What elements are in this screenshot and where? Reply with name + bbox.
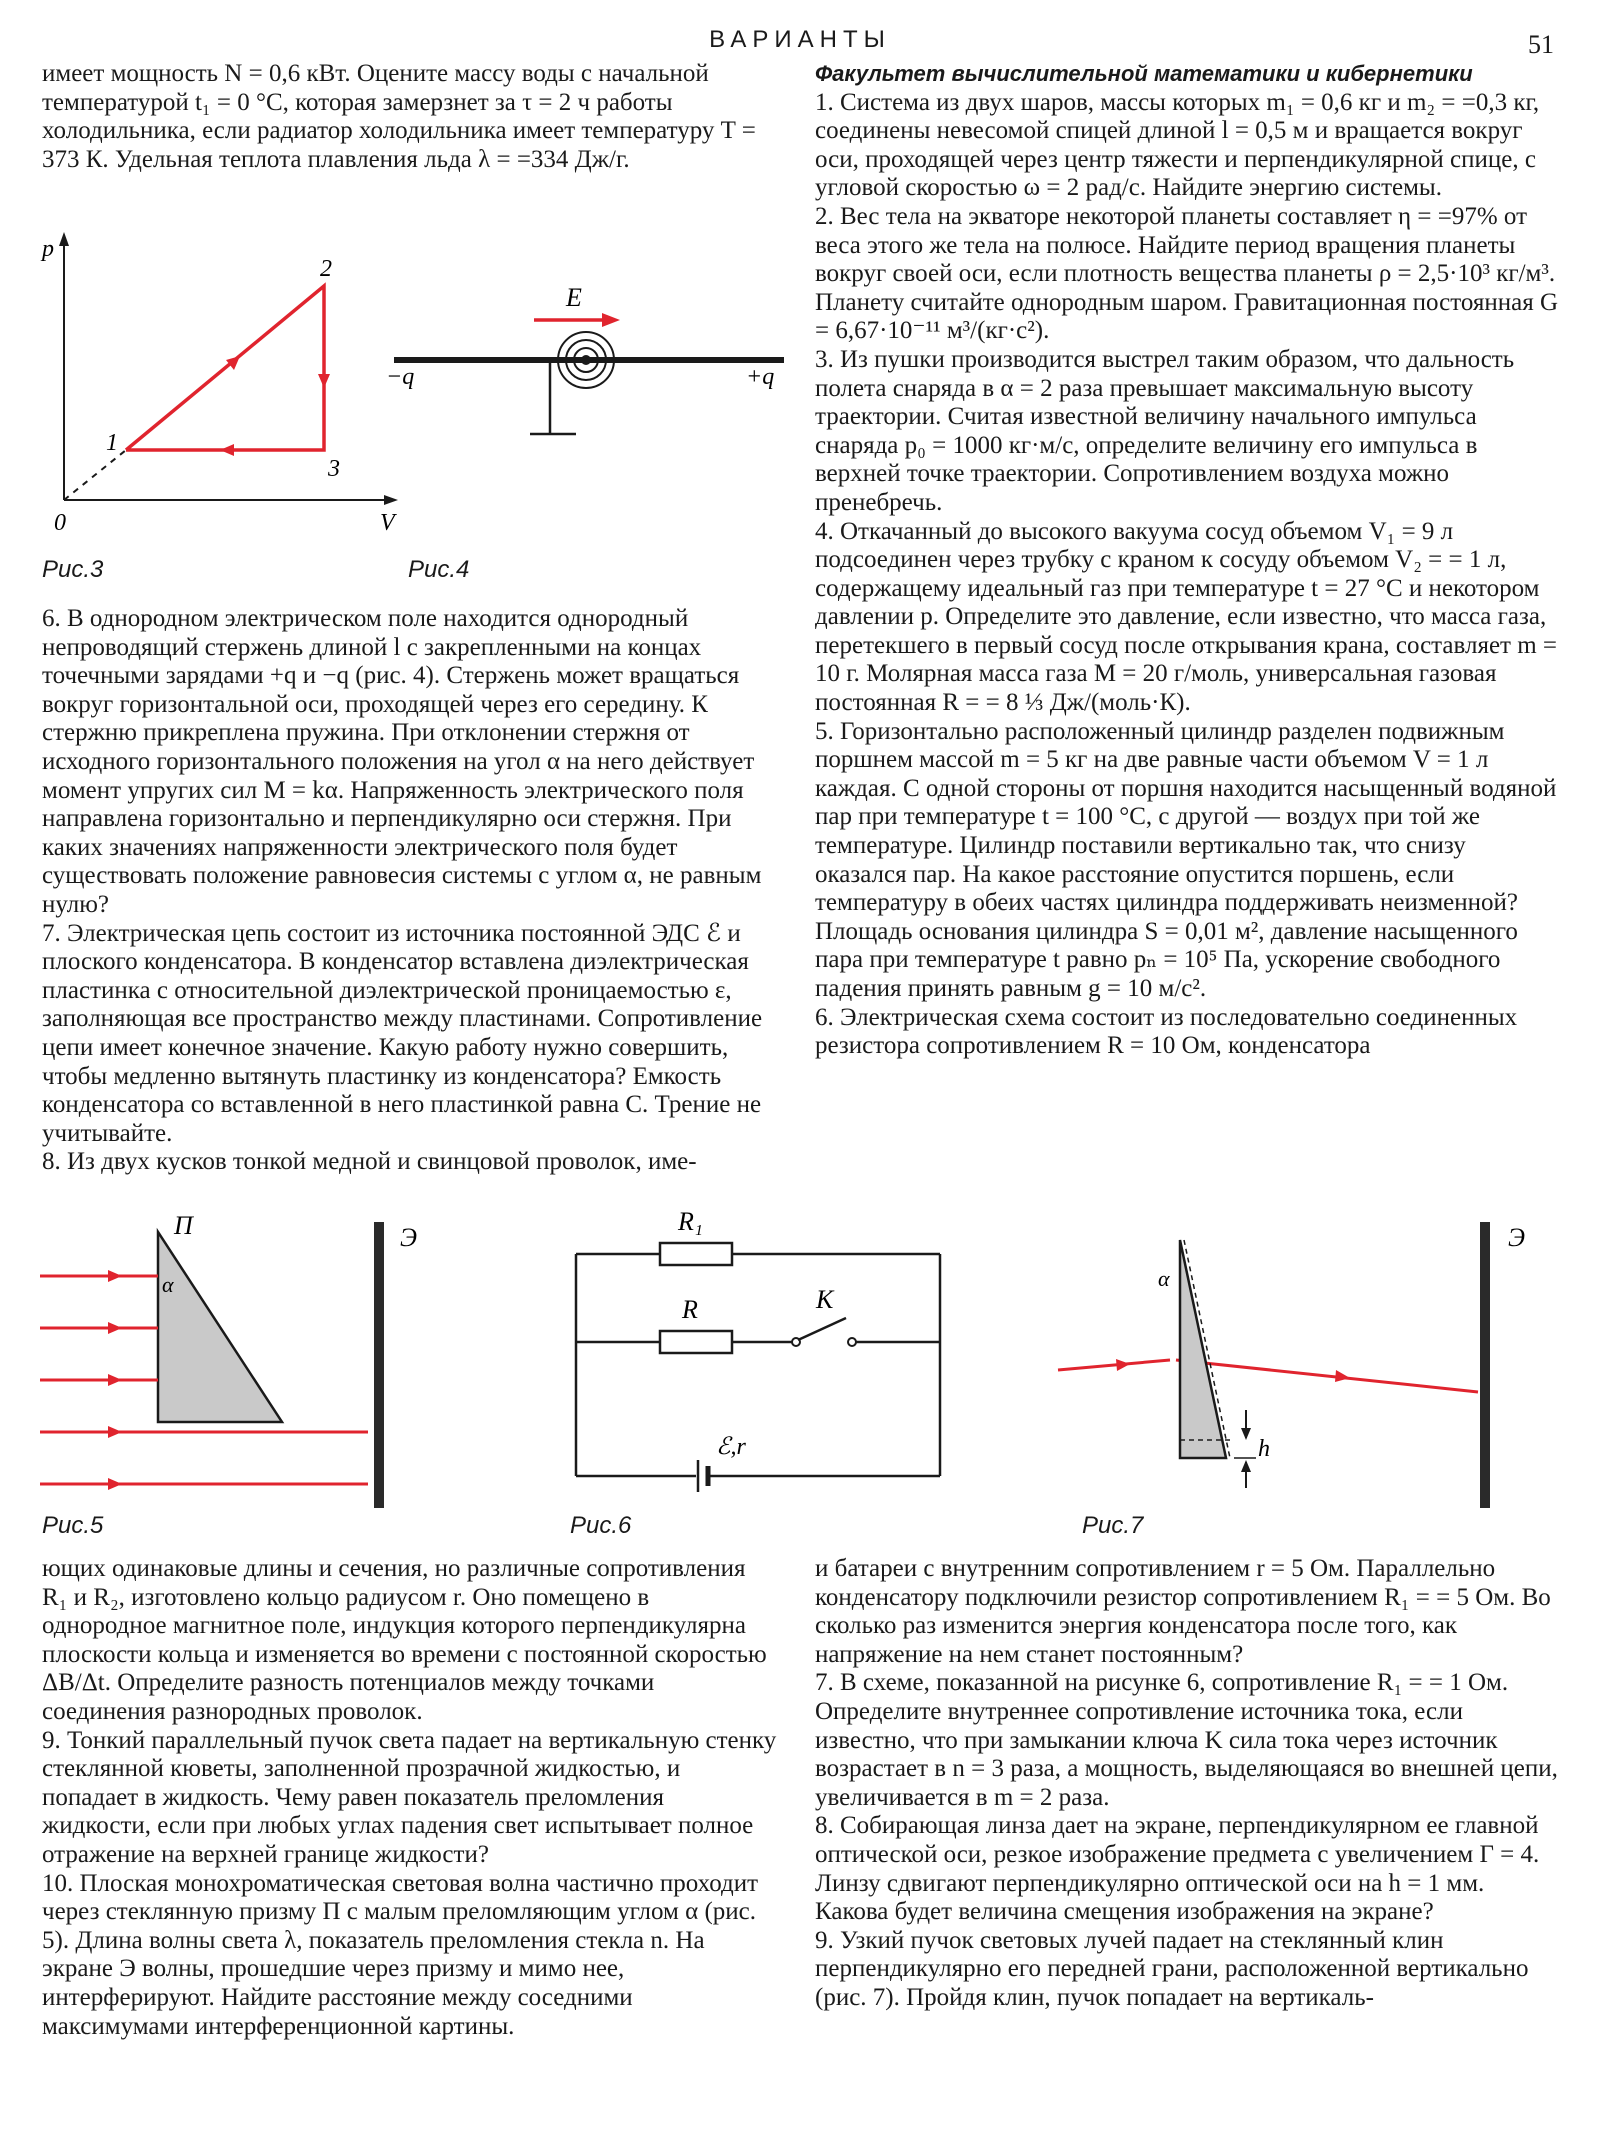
figure-3-caption: Рис.3: [42, 556, 104, 583]
problem-7-right: 7. В схеме, показанной на рисунке 6, сопротивление R₁ = = 1 Ом. Определите внутреннее сопротивление источника тока, если известно, что при замыкании ключа K сила тока через источник возрастает в n = 3 раза, а мощность, выделяющаяся во внешней цепи, увеличивается в m = 2 раза.: [815, 1669, 1558, 1811]
figure-6: [560, 1200, 960, 1500]
page-number: 51: [1528, 30, 1554, 59]
figure-5-caption: Рис.5: [42, 1512, 104, 1539]
r-label: R: [682, 1295, 698, 1324]
pos-charge-label: +q: [746, 364, 775, 390]
screen: [374, 1222, 384, 1508]
problem-2: 2. Вес тела на экваторе некоторой планеты составляет η = =97% от веса этого же тела на полюсе. Найдите период вращения планеты вокруг своей оси, если плотность вещества планеты ρ = 2,5·10³ кг/м³. Планету считайте однородным шаром. Гравитационная постоянная G = 6,67·10⁻¹¹ м³/(кг·с²).: [815, 202, 1559, 345]
v-arrow-icon: [384, 495, 398, 505]
cycle-path: [126, 286, 324, 450]
point-2-label: 2: [320, 256, 332, 282]
dashed-extension: [64, 450, 126, 500]
faculty-heading: Факультет вычислительной математики и кибернетики: [815, 61, 1473, 86]
figure-4: [380, 278, 800, 458]
prism: [158, 1232, 282, 1422]
v-label: V: [380, 510, 395, 536]
problem-4: 4. Откачанный до высокого вакуума сосуд объемом V₁ = 9 л подсоединен через трубку с краном к сосуду объемом V₂ = = 1 л, содержащему идеальный газ при температуре t = 27 °С и некотором давлении p. Определите это давление, если известно, что масса газа, перетекшего в первый сосуд после открывания крана, составляет m = 10 г. Молярная масса газа M = 20 г/моль, универсальная газовая постоянная R = = 8 ⅓ Дж/(моль·К).: [815, 517, 1558, 717]
screen-label: Э: [1508, 1223, 1526, 1252]
problem-3: 3. Из пушки производится выстрел таким образом, что дальность полета снаряда в α = 2 раза превышает максимальную высоту траектории. Считая известной величину начального импульса снаряда p₀ = 1000 кг·м/с, определите величину его импульса в верхней точке траектории. Сопротивлением воздуха можно пренебречь.: [815, 345, 1515, 516]
point-1-label: 1: [106, 430, 118, 456]
problem-6-right: 6. Электрическая схема состоит из последовательно соединенных резистора сопротивлением R = 10 Ом, конденсатора: [815, 1003, 1518, 1060]
screen-label: Э: [400, 1223, 418, 1252]
arrow-icon: [220, 444, 234, 456]
problem-10: 10. Плоская монохроматическая световая волна частично проходит через стеклянную призму П с малым преломляющим углом α (рис. 5). Длина волны света λ, показатель преломления стекла n. На экране Э волны, прошедшие через призму и мимо нее, интерферируют. Найдите расстояние между соседними максимумами интерференционной картины.: [42, 1869, 759, 2040]
page-header: [0, 22, 1600, 62]
problem-5: 5. Горизонтально расположенный цилиндр разделен подвижным поршнем массой m = 5 кг на две равные части объемом V = 1 л каждая. С одной стороны от поршня находится насыщенный водяной пар при температуре t = 100 °С, с другой — воздух при той же температуре. Цилиндр поставили вертикально так, что снизу оказался пар. На какое расстояние опустится поршень, если температуру в обеих частях цилиндра поддерживать неизменной? Площадь основания цилиндра S = 0,01 м², давление насыщенного пара при температуре t равно pₙ = 10⁵ Па, ускорение свободного падения принять равным g = 10 м/с².: [815, 717, 1557, 1002]
figure-7: [1050, 1210, 1550, 1510]
field-label: E: [566, 283, 582, 312]
problem-8-right: 8. Собирающая линза дает на экране, перпендикулярном ее главной оптической оси, резкое изображение предмета с увеличением Г = 4. Линзу сдвигают перпендикулярно оптической оси на h = 1 мм. Какова будет величина смещения изображения на экране?: [815, 1812, 1540, 1926]
key-switch: [798, 1318, 846, 1340]
arrow-icon: [226, 356, 240, 370]
resistor-r1: [660, 1243, 732, 1265]
p-label: p: [42, 236, 54, 262]
problem-6-cont: и батареи с внутренним сопротивлением r = 5 Ом. Параллельно конденсатору подключили резистор сопротивлением R₁ = = 5 Ом. Во сколько раз изменится энергия конденсатора после того, как напряжение на нем станет постоянным?: [815, 1555, 1551, 1668]
right-column-bottom: [815, 1555, 1560, 2013]
left-column-top: [42, 60, 777, 174]
resistor-r: [660, 1331, 732, 1353]
wedge: [1180, 1240, 1226, 1458]
angle-label: α: [162, 1272, 174, 1297]
origin-label: 0: [54, 510, 66, 536]
p-arrow-icon: [59, 232, 69, 246]
problem-6: 6. В однородном электрическом поле находится однородный непроводящий стержень длиной l с закрепленными на концах точечными зарядами +q и −q (рис. 4). Стержень может вращаться вокруг горизонтальной оси, проходящей через его середину. К стержню прикреплена пружина. При отклонении стержня от исходного горизонтального положения на угол α на него действует момент упругих сил M = kα. Напряженность электрического поля направлена горизонтально и перпендикулярно оси стержня. При каких значениях напряженности электрического поля будет существовать положение равновесия системы с углом α, не равным нулю?: [42, 605, 762, 918]
source-label: ℰ,r: [716, 1434, 746, 1460]
figure-6-caption: Рис.6: [570, 1512, 632, 1539]
problem-1: 1. Система из двух шаров, массы которых m₁ = 0,6 кг и m₂ = =0,3 кг, соединены невесомой спицей длиной l = 0,5 м и вращается вокруг оси, проходящей через центр тяжести и перпендикулярной спице, с угловой скоростью ω = 2 рад/с. Найдите энергию системы.: [815, 88, 1540, 202]
key-label: K: [816, 1285, 834, 1314]
figure-4-caption: Рис.4: [408, 556, 470, 583]
h-label: h: [1258, 1436, 1270, 1462]
arrow-icon: [318, 374, 330, 388]
angle-label: α: [1158, 1266, 1170, 1291]
problem-8: 8. Из двух кусков тонкой медной и свинцовой проволок, име-: [42, 1148, 697, 1176]
left-column-bottom: [42, 1555, 777, 2041]
arrow-icon: [1241, 1460, 1251, 1472]
problem-9: 9. Тонкий параллельный пучок света падает на вертикальную стенку стеклянной кюветы, заполненной прозрачной жидкостью, и попадает в жидкость. Чему равен показатель преломления жидкости, если при любых углах падения свет испытывает полное отражение на верхней границе жидкости?: [42, 1726, 777, 1868]
screen: [1480, 1222, 1490, 1508]
problem-9-right: 9. Узкий пучок световых лучей падает на стеклянный клин перпендикулярно его передней грани, расположенной вертикально (рис. 7). Пройдя клин, пучок попадает на вертикаль-: [815, 1926, 1529, 2011]
neg-charge-label: −q: [386, 364, 415, 390]
arrow-icon: [1241, 1428, 1251, 1440]
field-arrow-icon: [602, 313, 620, 327]
r1-label: R₁: [678, 1207, 703, 1236]
paragraph: имеет мощность N = 0,6 кВт. Оцените массу воды с начальной температурой t₁ = 0 °С, которая замерзнет за τ = 2 ч работы холодильника, если радиатор холодильника имеет температуру T = 373 К. Удельная теплота плавления льда λ = =334 Дж/г.: [42, 60, 756, 173]
figure-5: [30, 1210, 450, 1510]
prism-label: П: [174, 1211, 193, 1240]
problem-7: 7. Электрическая цепь состоит из источника постоянной ЭДС ℰ и плоского конденсатора. В конденсатор вставлена диэлектрическая пластинка с относительной диэлектрической проницаемостью ε, заполняющая все пространство между пластинами. Сопротивление цепи имеет конечное значение. Какую работу нужно совершить, чтобы медленно вытянуть пластинку из конденсатора? Емкость конденсатора со вставленной в него пластинкой равна C. Трение не учитывайте.: [42, 919, 763, 1147]
figure-3: [30, 228, 410, 538]
running-title: ВАРИАНТЫ: [709, 26, 891, 53]
right-column-top: [815, 60, 1560, 1061]
point-3-label: 3: [328, 456, 340, 482]
problem-8-cont: ющих одинаковые длины и сечения, но различные сопротивления R₁ и R₂, изготовлено кольцо радиусом r. Оно помещено в однородное магнитное поле, индукция которого перпендикулярна плоскости кольца и изменяется во времени с постоянной скоростью ΔB/Δt. Определите разность потенциалов между точками соединения разнородных проволок.: [42, 1555, 767, 1725]
left-column-mid: [42, 605, 777, 1177]
figure-7-caption: Рис.7: [1082, 1512, 1144, 1539]
